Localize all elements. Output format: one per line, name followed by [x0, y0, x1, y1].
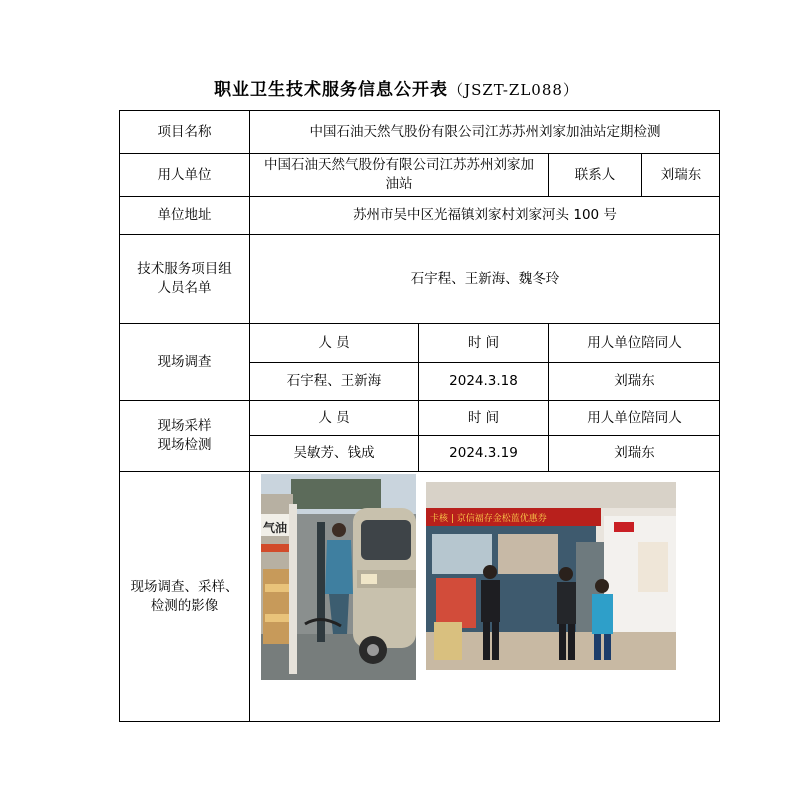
sampling-col-time: 时 间	[467, 409, 500, 426]
team-photo-image	[426, 482, 676, 670]
sampling-col-person: 人 员	[318, 409, 350, 426]
images-label: 现场调查、采样、检测的影像	[130, 579, 239, 614]
survey-col-time: 时 间	[467, 334, 500, 351]
contact-label: 联系人	[574, 166, 616, 183]
employer-label: 用人单位	[157, 166, 212, 183]
pump-sign-text: 气油	[263, 521, 288, 535]
survey-escort: 刘瑞东	[614, 373, 655, 389]
sampling-person: 吴敏芳、钱成	[293, 445, 375, 461]
page-title	[0, 75, 793, 100]
survey-col-person: 人 员	[318, 334, 350, 351]
sampling-col-escort: 用人单位陪同人	[587, 409, 682, 426]
sampling-time: 2024.3.19	[449, 445, 518, 461]
address-value: 苏州市吴中区光福镇刘家村刘家河头 100 号	[353, 207, 617, 223]
team-label: 技术服务项目组人员名单	[137, 261, 232, 296]
sampling-label: 现场采样 现场检测	[157, 418, 212, 453]
form-code: （JSZT-ZL088）	[448, 81, 579, 99]
team-photo	[426, 482, 676, 670]
survey-col-escort: 用人单位陪同人	[587, 334, 682, 351]
title-text: 职业卫生技术服务信息公开表	[214, 80, 449, 100]
survey-person: 石宇程、王新海	[286, 373, 382, 389]
team-value: 石宇程、王新海、魏冬玲	[410, 270, 560, 287]
survey-label: 现场调查	[157, 353, 212, 370]
address-label: 单位地址	[157, 207, 212, 223]
sampling-escort: 刘瑞东	[614, 445, 655, 461]
sampling-photo	[261, 474, 416, 680]
store-banner-text: 卡核 | 京信福存金松蓝优惠券	[430, 514, 547, 524]
contact-value: 刘瑞东	[660, 166, 702, 183]
project-name-value: 中国石油天然气股份有限公司江苏苏州刘家加油站定期检测	[309, 123, 661, 140]
employer-value: 中国石油天然气股份有限公司江苏苏州刘家加油站	[264, 157, 534, 192]
survey-time: 2024.3.18	[449, 373, 518, 389]
sampling-photo-image	[261, 474, 416, 680]
project-name-label: 项目名称	[157, 123, 212, 140]
